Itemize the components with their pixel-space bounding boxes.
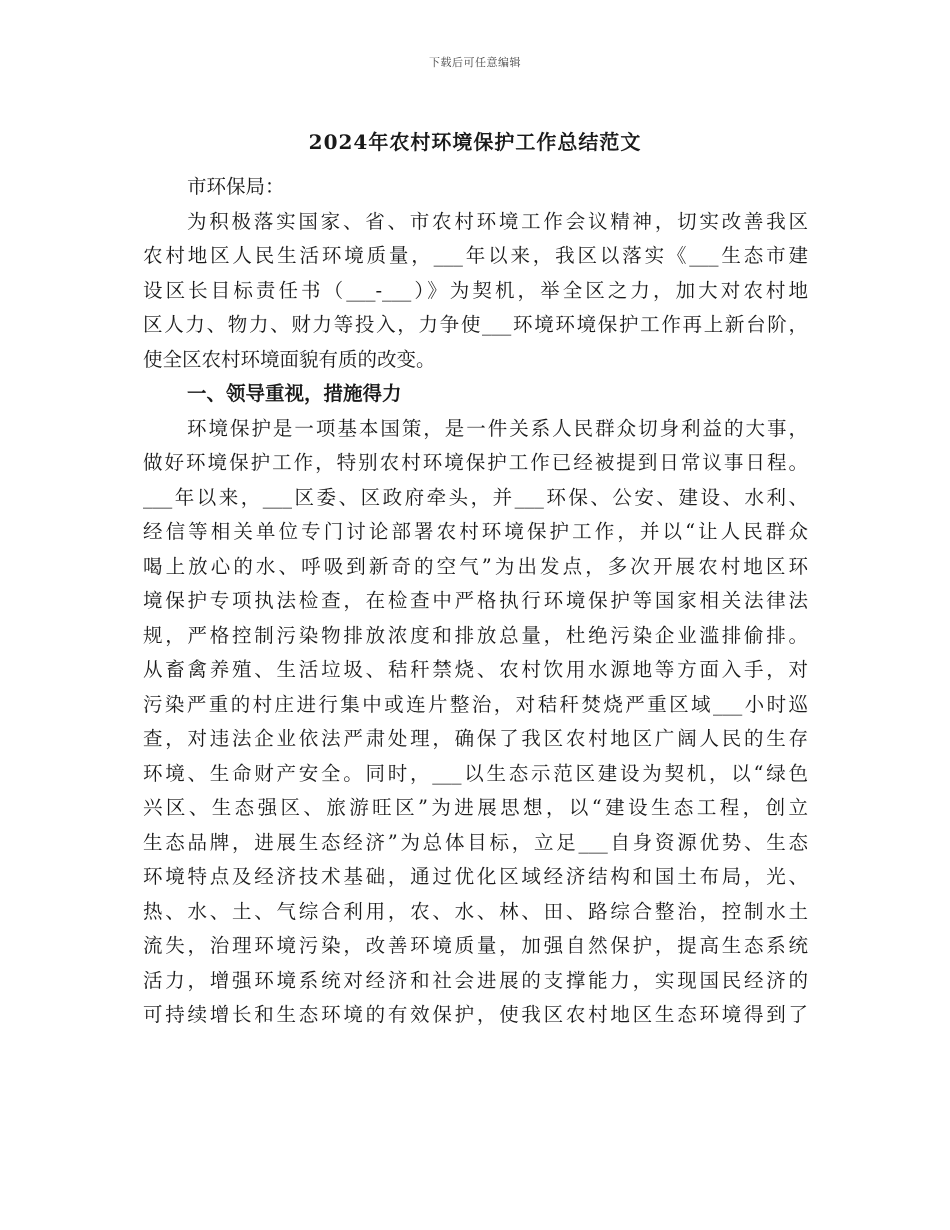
- document-body: [143, 170, 808, 1033]
- paragraph-line: 区人力、物力、财力等投入，力争使___环境环境保护工作再上新台阶，: [143, 313, 808, 336]
- paragraph-line: 使全区农村环境面貌有质的改变。: [143, 347, 436, 371]
- paragraph-line: 流失，治理环境污染，改善环境质量，加强自然保护，提高生态系统: [143, 934, 808, 957]
- paragraph-line: 兴区、生态强区、旅游旺区”为进展思想，以“建设生态工程，创立: [143, 796, 808, 819]
- paragraph-line: 从畜禽养殖、生活垃圾、秸秆禁烧、农村饮用水源地等方面入手，对: [143, 658, 808, 681]
- paragraph-line: 生态品牌，进展生态经济”为总体目标，立足___自身资源优势、生态: [143, 830, 808, 854]
- paragraph-line: 做好环境保护工作，特别农村环境保护工作已经被提到日常议事日程。: [143, 451, 808, 474]
- paragraph-line: 活力，增强环境系统对经济和社会进展的支撑能力，实现国民经济的: [143, 968, 808, 992]
- paragraph-line: 农村地区人民生活环境质量，___年以来，我区以落实《___生态市建: [143, 244, 808, 267]
- paragraph-line: 规，严格控制污染物排放浓度和排放总量，杜绝污染企业滥排偷排。: [143, 623, 808, 647]
- paragraph-line: 可持续增长和生态环境的有效保护，使我区农村地区生态环境得到了: [143, 1003, 808, 1026]
- paragraph-line: 经信等相关单位专门讨论部署农村环境保护工作，并以“让人民群众: [143, 520, 808, 543]
- paragraph-line: 污染严重的村庄进行集中或连片整治，对秸秆焚烧严重区域___小时巡: [143, 692, 808, 716]
- paragraph-line: 境保护专项执法检查，在检查中严格执行环境保护等国家相关法律法: [143, 589, 808, 612]
- paragraph-line: 环境保护是一项基本国策，是一件关系人民群众切身利益的大事，: [187, 416, 808, 440]
- paragraph-line: ___年以来，___区委、区政府牵头，并___环保、公安、建设、水利、: [143, 485, 808, 509]
- document-title: 2024年农村环境保护工作总结范文: [308, 130, 642, 154]
- paragraph-2: [143, 412, 808, 1033]
- paragraph-line: 环境特点及经济技术基础，通过优化区域经济结构和国土布局，光、: [143, 865, 808, 888]
- paragraph-line: 热、水、土、气综合利用，农、水、林、田、路综合整治，控制水土: [143, 899, 808, 923]
- paragraph-line: 喝上放心的水、呼吸到新奇的空气”为出发点，多次开展农村地区环: [143, 554, 808, 578]
- section-heading: 一、领导重视，措施得力: [187, 382, 402, 405]
- paragraph-line: 查，对违法企业依法严肃处理，确保了我区农村地区广阔人民的生存: [143, 727, 808, 750]
- paragraph-line: 环境、生命财产安全。同时，___以生态示范区建设为契机，以“绿色: [143, 761, 808, 785]
- paragraph-line: 为积极落实国家、省、市农村环境工作会议精神，切实改善我区: [187, 209, 808, 233]
- salutation: 市环保局：: [187, 175, 285, 198]
- paragraph-line: 设区长目标责任书（___-___）》为契机，举全区之力，加大对农村地: [143, 278, 808, 302]
- paragraph-1: [143, 205, 808, 378]
- header-note: 下载后可任意编辑: [429, 56, 521, 69]
